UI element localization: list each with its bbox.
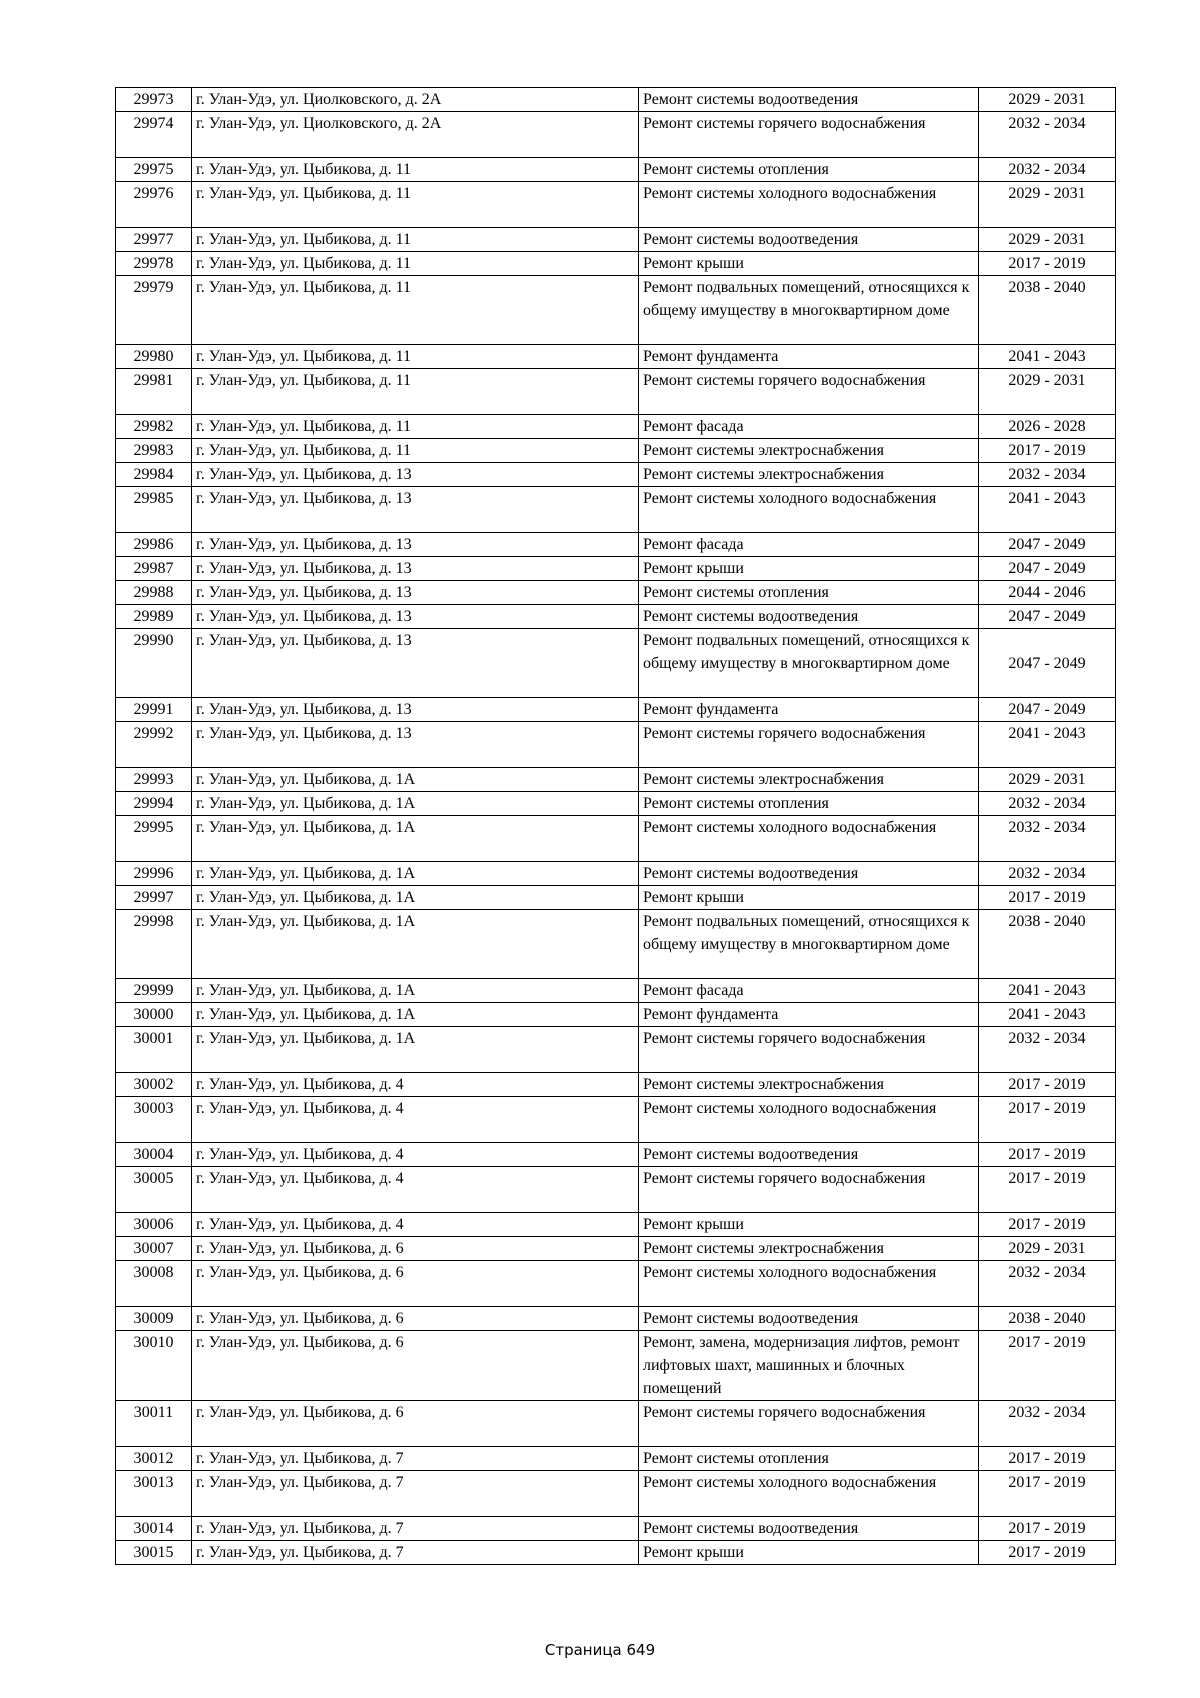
table-row	[116, 816, 1116, 862]
table-row	[116, 439, 1116, 463]
address-cell: г. Улан-Удэ, ул. Цыбикова, д. 1А	[192, 768, 639, 792]
table-row	[116, 768, 1116, 792]
address-cell: г. Улан-Удэ, ул. Цыбикова, д. 7	[192, 1541, 639, 1565]
table-row	[116, 112, 1116, 158]
period-cell: 2029 - 2031	[979, 182, 1116, 228]
period-cell: 2017 - 2019	[979, 1143, 1116, 1167]
address-cell: г. Улан-Удэ, ул. Цыбикова, д. 11	[192, 415, 639, 439]
work-type-cell: Ремонт крыши	[639, 886, 979, 910]
row-number-cell: 29992	[116, 722, 192, 768]
address-cell: г. Улан-Удэ, ул. Цыбикова, д. 13	[192, 533, 639, 557]
period-cell: 2026 - 2028	[979, 415, 1116, 439]
table-row	[116, 1167, 1116, 1213]
work-type-cell: Ремонт системы отопления	[639, 1447, 979, 1471]
table-row	[116, 581, 1116, 605]
work-type-cell: Ремонт системы горячего водоснабжения	[639, 722, 979, 768]
address-cell: г. Улан-Удэ, ул. Цыбикова, д. 7	[192, 1517, 639, 1541]
table-row	[116, 276, 1116, 345]
address-cell: г. Улан-Удэ, ул. Цыбикова, д. 13	[192, 722, 639, 768]
work-type-cell: Ремонт системы горячего водоснабжения	[639, 369, 979, 415]
address-cell: г. Улан-Удэ, ул. Циолковского, д. 2А	[192, 88, 639, 112]
work-type-cell: Ремонт системы отопления	[639, 158, 979, 182]
row-number-cell: 29989	[116, 605, 192, 629]
work-type-cell: Ремонт системы водоотведения	[639, 605, 979, 629]
table-row	[116, 533, 1116, 557]
address-cell: г. Улан-Удэ, ул. Цыбикова, д. 13	[192, 605, 639, 629]
period-cell: 2032 - 2034	[979, 158, 1116, 182]
work-type-cell: Ремонт системы холодного водоснабжения	[639, 1097, 979, 1143]
work-type-cell: Ремонт системы холодного водоснабжения	[639, 182, 979, 228]
work-type-cell: Ремонт подвальных помещений, относящихся к общему имуществу в многоквартирном доме	[639, 910, 979, 979]
period-cell: 2041 - 2043	[979, 345, 1116, 369]
table-row	[116, 1027, 1116, 1073]
work-type-cell: Ремонт фасада	[639, 979, 979, 1003]
address-cell: г. Улан-Удэ, ул. Цыбикова, д. 6	[192, 1237, 639, 1261]
period-cell: 2044 - 2046	[979, 581, 1116, 605]
table-row	[116, 345, 1116, 369]
address-cell: г. Улан-Удэ, ул. Цыбикова, д. 13	[192, 557, 639, 581]
table-row	[116, 557, 1116, 581]
address-cell: г. Улан-Удэ, ул. Цыбикова, д. 6	[192, 1307, 639, 1331]
period-cell: 2032 - 2034	[979, 1027, 1116, 1073]
row-number-cell: 29977	[116, 228, 192, 252]
table-body	[116, 88, 1116, 1565]
row-number-cell: 29983	[116, 439, 192, 463]
table-row	[116, 1237, 1116, 1261]
table-row	[116, 698, 1116, 722]
period-cell: 2029 - 2031	[979, 88, 1116, 112]
table-row	[116, 1331, 1116, 1401]
row-number-cell: 30007	[116, 1237, 192, 1261]
row-number-cell: 29999	[116, 979, 192, 1003]
address-cell: г. Улан-Удэ, ул. Цыбикова, д. 1А	[192, 1027, 639, 1073]
address-cell: г. Улан-Удэ, ул. Циолковского, д. 2А	[192, 112, 639, 158]
period-cell: 2047 - 2049	[979, 557, 1116, 581]
address-cell: г. Улан-Удэ, ул. Цыбикова, д. 13	[192, 698, 639, 722]
period-cell: 2041 - 2043	[979, 487, 1116, 533]
work-type-cell: Ремонт фасада	[639, 415, 979, 439]
period-cell: 2017 - 2019	[979, 886, 1116, 910]
row-number-cell: 30010	[116, 1331, 192, 1401]
address-cell: г. Улан-Удэ, ул. Цыбикова, д. 1А	[192, 792, 639, 816]
period-cell: 2032 - 2034	[979, 1401, 1116, 1447]
period-cell: 2029 - 2031	[979, 768, 1116, 792]
work-type-cell: Ремонт системы водоотведения	[639, 1307, 979, 1331]
row-number-cell: 30013	[116, 1471, 192, 1517]
period-cell: 2017 - 2019	[979, 1331, 1116, 1401]
row-number-cell: 29993	[116, 768, 192, 792]
row-number-cell: 30006	[116, 1213, 192, 1237]
address-cell: г. Улан-Удэ, ул. Цыбикова, д. 4	[192, 1097, 639, 1143]
period-cell: 2017 - 2019	[979, 1213, 1116, 1237]
address-cell: г. Улан-Удэ, ул. Цыбикова, д. 11	[192, 345, 639, 369]
table-row	[116, 158, 1116, 182]
work-type-cell: Ремонт крыши	[639, 252, 979, 276]
table-row	[116, 722, 1116, 768]
row-number-cell: 29982	[116, 415, 192, 439]
row-number-cell: 29980	[116, 345, 192, 369]
work-type-cell: Ремонт системы водоотведения	[639, 88, 979, 112]
row-number-cell: 29996	[116, 862, 192, 886]
period-cell: 2029 - 2031	[979, 369, 1116, 415]
row-number-cell: 30015	[116, 1541, 192, 1565]
row-number-cell: 29986	[116, 533, 192, 557]
work-type-cell: Ремонт фундамента	[639, 345, 979, 369]
work-type-cell: Ремонт фундамента	[639, 698, 979, 722]
period-cell: 2032 - 2034	[979, 463, 1116, 487]
work-type-cell: Ремонт крыши	[639, 1213, 979, 1237]
table-row	[116, 1307, 1116, 1331]
address-cell: г. Улан-Удэ, ул. Цыбикова, д. 11	[192, 369, 639, 415]
table-row	[116, 228, 1116, 252]
address-cell: г. Улан-Удэ, ул. Цыбикова, д. 4	[192, 1143, 639, 1167]
row-number-cell: 30003	[116, 1097, 192, 1143]
work-type-cell: Ремонт системы холодного водоснабжения	[639, 1261, 979, 1307]
table-row	[116, 1261, 1116, 1307]
period-cell: 2038 - 2040	[979, 1307, 1116, 1331]
work-type-cell: Ремонт системы горячего водоснабжения	[639, 112, 979, 158]
work-type-cell: Ремонт системы электроснабжения	[639, 768, 979, 792]
work-type-cell: Ремонт подвальных помещений, относящихся к общему имуществу в многоквартирном доме	[639, 276, 979, 345]
work-type-cell: Ремонт, замена, модернизация лифтов, ремонт лифтовых шахт, машинных и блочных помещений	[639, 1331, 979, 1401]
row-number-cell: 29974	[116, 112, 192, 158]
period-cell: 2038 - 2040	[979, 910, 1116, 979]
table-row	[116, 463, 1116, 487]
period-cell: 2017 - 2019	[979, 1517, 1116, 1541]
address-cell: г. Улан-Удэ, ул. Цыбикова, д. 13	[192, 487, 639, 533]
address-cell: г. Улан-Удэ, ул. Цыбикова, д. 13	[192, 581, 639, 605]
period-cell: 2017 - 2019	[979, 439, 1116, 463]
address-cell: г. Улан-Удэ, ул. Цыбикова, д. 6	[192, 1331, 639, 1401]
row-number-cell: 29991	[116, 698, 192, 722]
work-type-cell: Ремонт системы электроснабжения	[639, 1073, 979, 1097]
period-cell: 2047 - 2049	[979, 698, 1116, 722]
address-cell: г. Улан-Удэ, ул. Цыбикова, д. 7	[192, 1447, 639, 1471]
period-cell: 2017 - 2019	[979, 1447, 1116, 1471]
table-row	[116, 1073, 1116, 1097]
row-number-cell: 29995	[116, 816, 192, 862]
work-type-cell: Ремонт системы горячего водоснабжения	[639, 1027, 979, 1073]
period-cell: 2038 - 2040	[979, 276, 1116, 345]
table-row	[116, 1401, 1116, 1447]
address-cell: г. Улан-Удэ, ул. Цыбикова, д. 11	[192, 182, 639, 228]
address-cell: г. Улан-Удэ, ул. Цыбикова, д. 6	[192, 1401, 639, 1447]
address-cell: г. Улан-Удэ, ул. Цыбикова, д. 11	[192, 158, 639, 182]
row-number-cell: 29994	[116, 792, 192, 816]
table-row	[116, 1541, 1116, 1565]
row-number-cell: 29975	[116, 158, 192, 182]
period-cell: 2032 - 2034	[979, 862, 1116, 886]
table-row	[116, 910, 1116, 979]
address-cell: г. Улан-Удэ, ул. Цыбикова, д. 13	[192, 629, 639, 698]
address-cell: г. Улан-Удэ, ул. Цыбикова, д. 11	[192, 439, 639, 463]
table-row	[116, 88, 1116, 112]
table-row	[116, 979, 1116, 1003]
page-number: Страница 649	[544, 1641, 656, 1659]
period-cell: 2017 - 2019	[979, 252, 1116, 276]
row-number-cell: 30000	[116, 1003, 192, 1027]
table-row	[116, 1213, 1116, 1237]
work-type-cell: Ремонт системы водоотведения	[639, 862, 979, 886]
address-cell: г. Улан-Удэ, ул. Цыбикова, д. 1А	[192, 910, 639, 979]
period-cell: 2032 - 2034	[979, 792, 1116, 816]
address-cell: г. Улан-Удэ, ул. Цыбикова, д. 7	[192, 1471, 639, 1517]
table-row	[116, 369, 1116, 415]
work-type-cell: Ремонт системы отопления	[639, 581, 979, 605]
row-number-cell: 29984	[116, 463, 192, 487]
table-row	[116, 629, 1116, 698]
row-number-cell: 30005	[116, 1167, 192, 1213]
row-number-cell: 29981	[116, 369, 192, 415]
period-cell: 2017 - 2019	[979, 1471, 1116, 1517]
work-type-cell: Ремонт крыши	[639, 1541, 979, 1565]
period-cell: 2017 - 2019	[979, 1541, 1116, 1565]
row-number-cell: 30001	[116, 1027, 192, 1073]
row-number-cell: 29973	[116, 88, 192, 112]
row-number-cell: 29978	[116, 252, 192, 276]
address-cell: г. Улан-Удэ, ул. Цыбикова, д. 11	[192, 276, 639, 345]
work-type-cell: Ремонт фундамента	[639, 1003, 979, 1027]
work-type-cell: Ремонт системы электроснабжения	[639, 1237, 979, 1261]
table-row	[116, 182, 1116, 228]
period-cell: 2047 - 2049	[979, 533, 1116, 557]
work-type-cell: Ремонт системы горячего водоснабжения	[639, 1401, 979, 1447]
work-type-cell: Ремонт системы электроснабжения	[639, 463, 979, 487]
row-number-cell: 30011	[116, 1401, 192, 1447]
table-row	[116, 415, 1116, 439]
period-cell: 2017 - 2019	[979, 1097, 1116, 1143]
period-cell: 2032 - 2034	[979, 1261, 1116, 1307]
repair-schedule-table	[115, 87, 1116, 1565]
period-cell: 2041 - 2043	[979, 1003, 1116, 1027]
row-number-cell: 29987	[116, 557, 192, 581]
row-number-cell: 29997	[116, 886, 192, 910]
work-type-cell: Ремонт системы холодного водоснабжения	[639, 487, 979, 533]
row-number-cell: 29990	[116, 629, 192, 698]
table-row	[116, 1447, 1116, 1471]
address-cell: г. Улан-Удэ, ул. Цыбикова, д. 11	[192, 228, 639, 252]
row-number-cell: 29988	[116, 581, 192, 605]
period-cell: 2029 - 2031	[979, 1237, 1116, 1261]
address-cell: г. Улан-Удэ, ул. Цыбикова, д. 4	[192, 1167, 639, 1213]
address-cell: г. Улан-Удэ, ул. Цыбикова, д. 4	[192, 1213, 639, 1237]
address-cell: г. Улан-Удэ, ул. Цыбикова, д. 1А	[192, 816, 639, 862]
period-cell: 2029 - 2031	[979, 228, 1116, 252]
work-type-cell: Ремонт фасада	[639, 533, 979, 557]
table-row	[116, 1143, 1116, 1167]
address-cell: г. Улан-Удэ, ул. Цыбикова, д. 13	[192, 463, 639, 487]
work-type-cell: Ремонт системы холодного водоснабжения	[639, 816, 979, 862]
row-number-cell: 30014	[116, 1517, 192, 1541]
row-number-cell: 29985	[116, 487, 192, 533]
work-type-cell: Ремонт крыши	[639, 557, 979, 581]
period-cell: 2017 - 2019	[979, 1073, 1116, 1097]
work-type-cell: Ремонт системы электроснабжения	[639, 439, 979, 463]
work-type-cell: Ремонт подвальных помещений, относящихся к общему имуществу в многоквартирном доме	[639, 629, 979, 698]
table-row	[116, 1471, 1116, 1517]
table-row	[116, 886, 1116, 910]
period-cell: 2041 - 2043	[979, 722, 1116, 768]
work-type-cell: Ремонт системы отопления	[639, 792, 979, 816]
address-cell: г. Улан-Удэ, ул. Цыбикова, д. 4	[192, 1073, 639, 1097]
work-type-cell: Ремонт системы водоотведения	[639, 1143, 979, 1167]
period-cell: 2047 - 2049	[979, 629, 1116, 698]
row-number-cell: 30004	[116, 1143, 192, 1167]
table-row	[116, 605, 1116, 629]
table-row	[116, 487, 1116, 533]
row-number-cell: 29976	[116, 182, 192, 228]
row-number-cell: 30012	[116, 1447, 192, 1471]
address-cell: г. Улан-Удэ, ул. Цыбикова, д. 1А	[192, 979, 639, 1003]
table-row	[116, 1517, 1116, 1541]
table-row	[116, 252, 1116, 276]
work-type-cell: Ремонт системы горячего водоснабжения	[639, 1167, 979, 1213]
address-cell: г. Улан-Удэ, ул. Цыбикова, д. 6	[192, 1261, 639, 1307]
table-row	[116, 1097, 1116, 1143]
row-number-cell: 29979	[116, 276, 192, 345]
row-number-cell: 30002	[116, 1073, 192, 1097]
period-cell: 2047 - 2049	[979, 605, 1116, 629]
period-cell: 2041 - 2043	[979, 979, 1116, 1003]
address-cell: г. Улан-Удэ, ул. Цыбикова, д. 1А	[192, 862, 639, 886]
work-type-cell: Ремонт системы водоотведения	[639, 228, 979, 252]
row-number-cell: 29998	[116, 910, 192, 979]
table-row	[116, 862, 1116, 886]
work-type-cell: Ремонт системы водоотведения	[639, 1517, 979, 1541]
period-cell: 2032 - 2034	[979, 112, 1116, 158]
address-cell: г. Улан-Удэ, ул. Цыбикова, д. 1А	[192, 886, 639, 910]
period-cell: 2017 - 2019	[979, 1167, 1116, 1213]
table-row	[116, 1003, 1116, 1027]
address-cell: г. Улан-Удэ, ул. Цыбикова, д. 1А	[192, 1003, 639, 1027]
work-type-cell: Ремонт системы холодного водоснабжения	[639, 1471, 979, 1517]
table-row	[116, 792, 1116, 816]
period-cell: 2032 - 2034	[979, 816, 1116, 862]
row-number-cell: 30009	[116, 1307, 192, 1331]
address-cell: г. Улан-Удэ, ул. Цыбикова, д. 11	[192, 252, 639, 276]
row-number-cell: 30008	[116, 1261, 192, 1307]
